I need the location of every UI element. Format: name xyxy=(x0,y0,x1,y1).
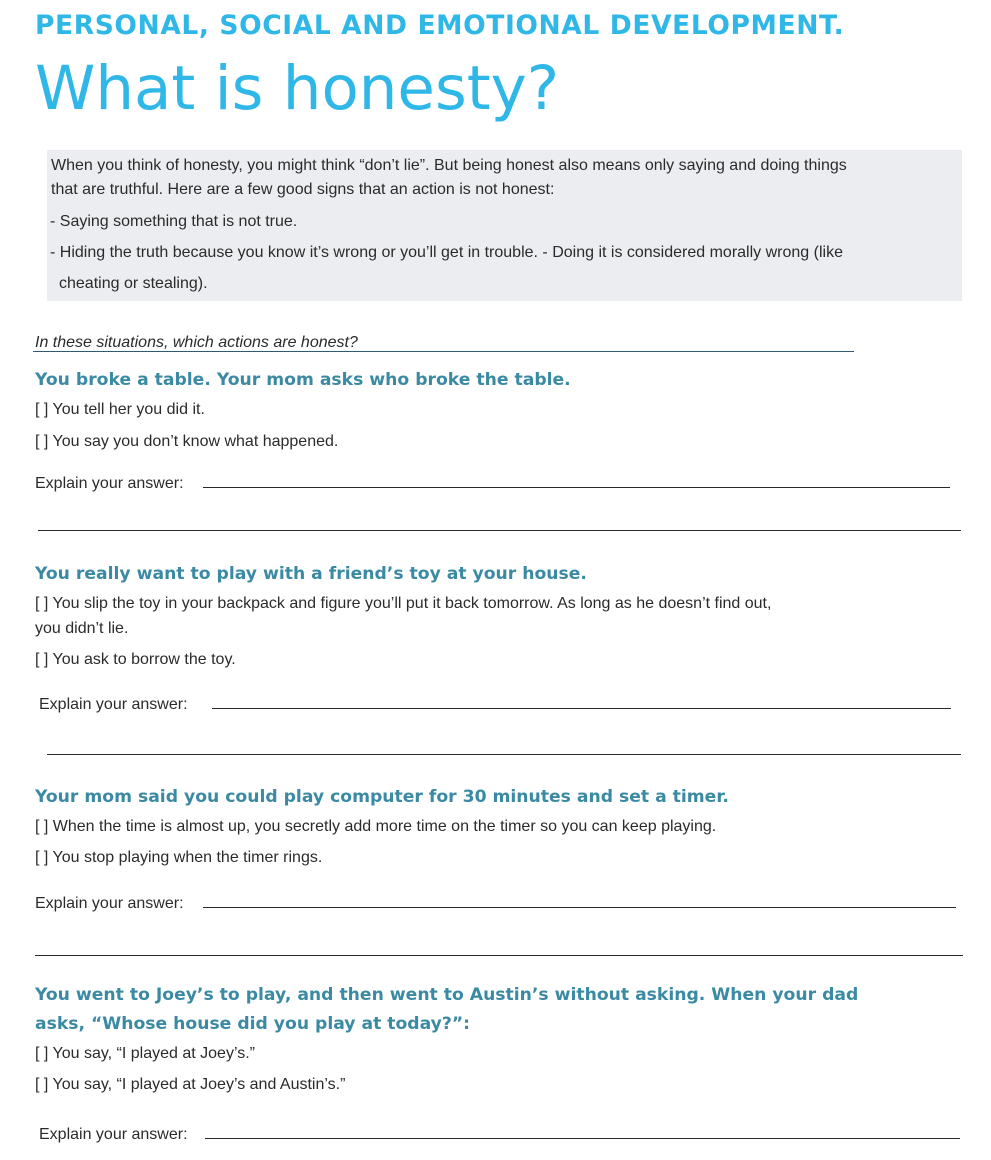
explain-label: Explain your answer: xyxy=(39,696,188,713)
answer-line[interactable] xyxy=(205,1138,960,1139)
situation-prompt: You went to Joey’s to play, and then went to Austin’s without asking. When your dad xyxy=(35,985,859,1005)
instruction-underline xyxy=(33,351,854,352)
answer-option[interactable]: [ ] You stop playing when the timer rings. xyxy=(35,849,323,866)
answer-line[interactable] xyxy=(38,530,961,531)
explain-label: Explain your answer: xyxy=(39,1126,188,1143)
intro-text-line: When you think of honesty, you might think “don’t lie”. But being honest also means only saying and doing things xyxy=(51,157,847,174)
section-heading: PERSONAL, SOCIAL AND EMOTIONAL DEVELOPMENT. xyxy=(35,10,845,41)
honesty-sign-item: - Saying something that is not true. xyxy=(50,213,298,230)
honesty-sign-item: cheating or stealing). xyxy=(59,275,208,292)
situation-prompt: You broke a table. Your mom asks who broke the table. xyxy=(35,370,571,390)
intro-text-line: that are truthful. Here are a few good signs that an action is not honest: xyxy=(51,181,555,198)
answer-option[interactable]: [ ] You tell her you did it. xyxy=(35,401,205,418)
answer-line[interactable] xyxy=(203,907,956,908)
answer-option[interactable]: [ ] You say, “I played at Joey’s and Austin’s.” xyxy=(35,1076,346,1093)
situation-prompt: Your mom said you could play computer for 30 minutes and set a timer. xyxy=(35,787,729,807)
explain-label: Explain your answer: xyxy=(35,895,184,912)
answer-option[interactable]: [ ] You say you don’t know what happened. xyxy=(35,433,339,450)
answer-option[interactable]: [ ] When the time is almost up, you secretly add more time on the timer so you can keep playing. xyxy=(35,818,717,835)
answer-line[interactable] xyxy=(35,955,963,956)
answer-line[interactable] xyxy=(47,754,961,755)
situation-prompt: You really want to play with a friend’s toy at your house. xyxy=(35,564,587,584)
answer-option[interactable]: [ ] You ask to borrow the toy. xyxy=(35,651,236,668)
instruction-text: In these situations, which actions are honest? xyxy=(35,334,358,351)
answer-option[interactable]: [ ] You say, “I played at Joey’s.” xyxy=(35,1045,255,1062)
explain-label: Explain your answer: xyxy=(35,475,184,492)
answer-line[interactable] xyxy=(203,487,950,488)
situation-prompt-continued: asks, “Whose house did you play at today?”: xyxy=(35,1014,471,1034)
answer-option[interactable]: [ ] You slip the toy in your backpack and figure you’ll put it back tomorrow. As long as he doesn’t find out, xyxy=(35,595,772,612)
answer-option-continued: you didn’t lie. xyxy=(35,620,129,637)
honesty-sign-item: - Hiding the truth because you know it’s wrong or you’ll get in trouble. - Doing it is considered morally wrong (like xyxy=(50,244,843,261)
answer-line[interactable] xyxy=(212,708,951,709)
page-title: What is honesty? xyxy=(35,53,560,124)
